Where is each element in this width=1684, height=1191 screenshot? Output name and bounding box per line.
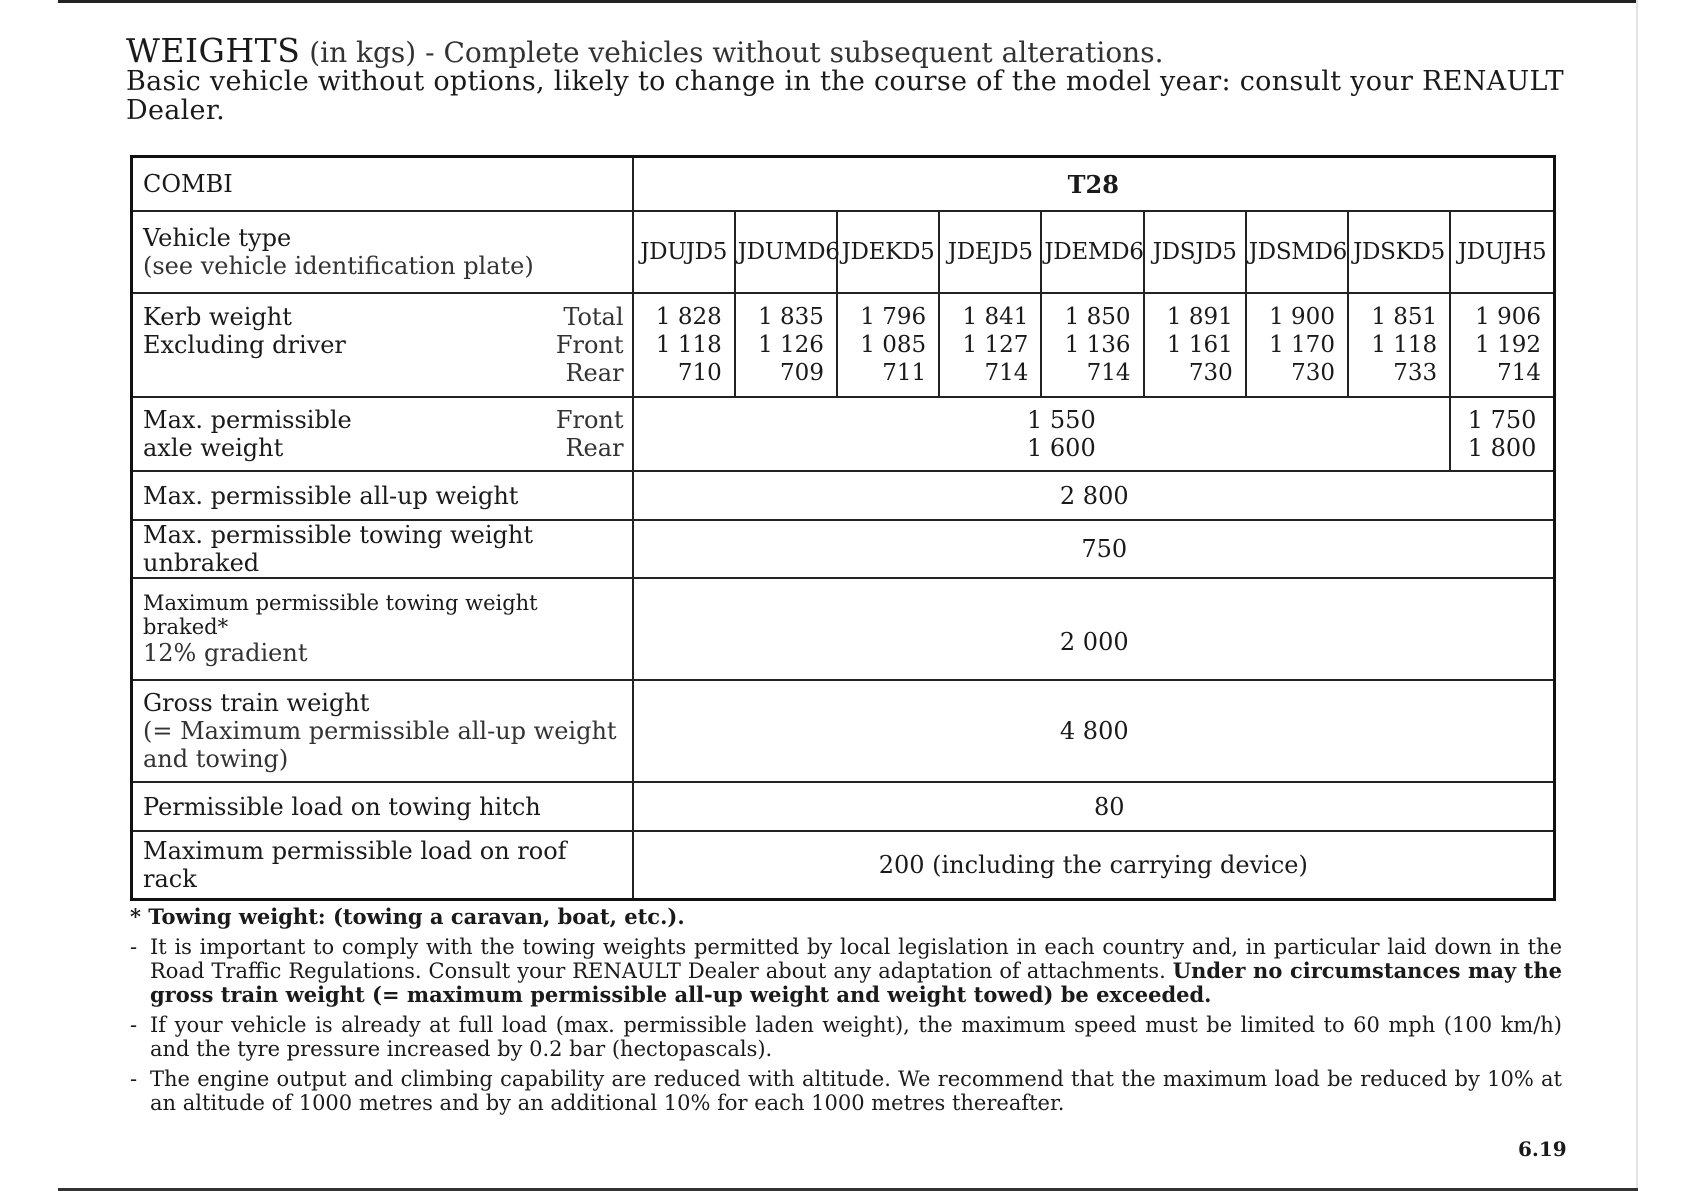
code-cell: JDUMD6: [735, 211, 837, 293]
gross-label: Gross train weight: [143, 689, 370, 717]
allup-weight-row: [132, 471, 1555, 520]
kerb-rear: 730: [1291, 360, 1335, 386]
gross-sub-2: and towing): [143, 745, 289, 773]
axle-label-1: Max. permissible: [143, 406, 352, 434]
heading-line-2: Basic vehicle without options, likely to change in the course of the model year: consult your RENAULT Dealer.: [126, 66, 1564, 126]
hitch-label: Permissible load on towing hitch: [132, 782, 633, 831]
model-header: T28: [633, 157, 1555, 212]
unbraked-label: Max. permissible towing weight unbraked: [132, 520, 633, 578]
kerb-total: 1 900: [1269, 304, 1335, 330]
unbraked-row: [132, 520, 1555, 578]
page-number: 6.19: [1518, 1137, 1567, 1161]
kerb-rear: 710: [677, 360, 722, 386]
kerb-values-cell: [837, 293, 939, 397]
page-edge: [1636, 0, 1638, 1190]
kerb-weight-cell: [132, 293, 633, 397]
note-head: * Towing weight: (towing a caravan, boat, etc.).: [130, 904, 685, 929]
kerb-total: 1 850: [1064, 304, 1131, 330]
kerb-values-cell: [1450, 293, 1554, 397]
braked-label: Maximum permissible towing weight braked*: [143, 591, 538, 639]
braked-cell: [132, 578, 633, 680]
kerb-rear: 709: [780, 360, 824, 386]
note-item: [130, 935, 1562, 1007]
heading-subtitle: - Complete vehicles without subsequent alterations.: [416, 36, 1164, 69]
kerb-front: 1 118: [1371, 332, 1438, 358]
kerb-rear: 711: [882, 360, 927, 386]
kerb-values-cell: [1041, 293, 1143, 397]
braked-value: 2 000: [633, 578, 1555, 680]
kerb-rear-label: Rear: [565, 359, 624, 387]
hitch-value: 80: [633, 782, 1555, 831]
note-item: [130, 1013, 1562, 1061]
kerb-rear: 733: [1393, 360, 1438, 386]
kerb-front: 1 118: [655, 332, 722, 358]
note-2-text: If your vehicle is already at full load (max. permissible laden weight), the maximum speed must be limited to 60 mph (100 km/h) and the tyre pressure increased by 0.2 bar (hectopascals).: [150, 1013, 1562, 1061]
gross-sub-1: (= Maximum permissible all-up weight: [143, 717, 617, 745]
allup-value: 2 800: [633, 471, 1555, 520]
braked-sub: 12% gradient: [143, 639, 308, 667]
kerb-total-label: Total: [563, 303, 624, 331]
code-cell: JDSMD6: [1246, 211, 1348, 293]
allup-label: Max. permissible all-up weight: [132, 471, 633, 520]
axle-last-values: [1450, 397, 1554, 471]
axle-weight-cell: [132, 397, 633, 471]
code-cell: JDEMD6: [1041, 211, 1143, 293]
note-dash: -: [130, 1013, 138, 1037]
heading-line-1: [126, 31, 1566, 70]
kerb-front: 1 161: [1166, 332, 1233, 358]
footnotes: [130, 905, 1562, 1121]
heading-unit: (in kgs): [309, 36, 417, 69]
kerb-total: 1 835: [758, 304, 824, 330]
axle-rear-last: 1 800: [1467, 434, 1537, 462]
kerb-front: 1 126: [758, 332, 824, 358]
kerb-values-cell: [1348, 293, 1450, 397]
note-3-text: The engine output and climbing capability are reduced with altitude. We recommend that the maximum load be reduced by 10% at an altitude of 1000 metres and by an additional 10% for each 1000 metres thereafter.: [150, 1067, 1562, 1115]
kerb-total: 1 891: [1166, 304, 1233, 330]
code-cell: JDUJH5: [1450, 211, 1554, 293]
vehicle-type-sub: (see vehicle identification plate): [143, 252, 534, 280]
axle-main-values: [633, 397, 1451, 471]
vehicle-type-cell: [132, 211, 633, 293]
combi-row: [132, 157, 1555, 212]
combi-label: COMBI: [132, 157, 633, 212]
braked-row: [132, 578, 1555, 680]
kerb-values-cell: [939, 293, 1041, 397]
kerb-total: 1 841: [962, 304, 1029, 330]
kerb-rear: 714: [984, 360, 1029, 386]
axle-label-2: axle weight: [143, 434, 284, 462]
axle-rear-label: Rear: [565, 434, 624, 462]
kerb-total: 1 906: [1475, 304, 1541, 330]
unbraked-value: 750: [633, 520, 1555, 578]
vehicle-type-row: [132, 211, 1555, 293]
axle-front-label: Front: [555, 406, 624, 434]
gross-train-row: [132, 680, 1555, 782]
hitch-row: [132, 782, 1555, 831]
heading-title: WEIGHTS: [126, 31, 301, 70]
weights-table: [130, 155, 1556, 901]
kerb-rear: 714: [1086, 360, 1131, 386]
axle-weight-row: [132, 397, 1555, 471]
kerb-front: 1 192: [1475, 332, 1541, 358]
axle-front-main: 1 550: [1027, 406, 1096, 434]
code-cell: JDSKD5: [1348, 211, 1450, 293]
roof-label: Maximum permissible load on roof rack: [132, 831, 633, 900]
note-dash: -: [130, 935, 138, 959]
kerb-front: 1 136: [1064, 332, 1131, 358]
code-cell: JDEJD5: [939, 211, 1041, 293]
kerb-label-2: Excluding driver: [143, 331, 346, 359]
note-dash: -: [130, 1067, 138, 1091]
kerb-total: 1 828: [655, 304, 722, 330]
kerb-front: 1 127: [962, 332, 1029, 358]
gross-value: 4 800: [633, 680, 1555, 782]
note-item: [130, 1067, 1562, 1115]
kerb-label-1: Kerb weight: [143, 303, 292, 331]
kerb-total: 1 851: [1371, 304, 1438, 330]
page-heading: [126, 31, 1566, 126]
kerb-front-label: Front: [555, 331, 624, 359]
kerb-weight-row: [132, 293, 1555, 397]
kerb-front: 1 085: [860, 332, 927, 358]
note-1-bold: Under no circumstances may the gross train weight (= maximum permissible all-up weight and weight towed) be exceeded.: [150, 958, 1562, 1007]
gross-cell: [132, 680, 633, 782]
roof-rack-row: [132, 831, 1555, 900]
kerb-values-cell: [735, 293, 837, 397]
note-1-text: It is important to comply with the towing weights permitted by local legislation in each country and, in particular laid down in the Road Traffic Regulations. Consult your RENAULT Dealer about any adaptation of attachments.: [150, 935, 1562, 983]
axle-front-last: 1 750: [1467, 406, 1537, 434]
kerb-rear: 714: [1497, 360, 1541, 386]
kerb-values-cell: [633, 293, 735, 397]
axle-rear-main: 1 600: [1027, 434, 1096, 462]
code-cell: JDUJD5: [633, 211, 735, 293]
vehicle-type-label: Vehicle type: [143, 224, 292, 252]
code-cell: JDSJD5: [1144, 211, 1246, 293]
code-cell: JDEKD5: [837, 211, 939, 293]
top-rule: [58, 0, 1638, 3]
kerb-rear: 730: [1188, 360, 1233, 386]
kerb-values-cell: [1246, 293, 1348, 397]
kerb-front: 1 170: [1269, 332, 1335, 358]
kerb-values-cell: [1144, 293, 1246, 397]
kerb-total: 1 796: [860, 304, 927, 330]
roof-value: 200 (including the carrying device): [633, 831, 1555, 900]
